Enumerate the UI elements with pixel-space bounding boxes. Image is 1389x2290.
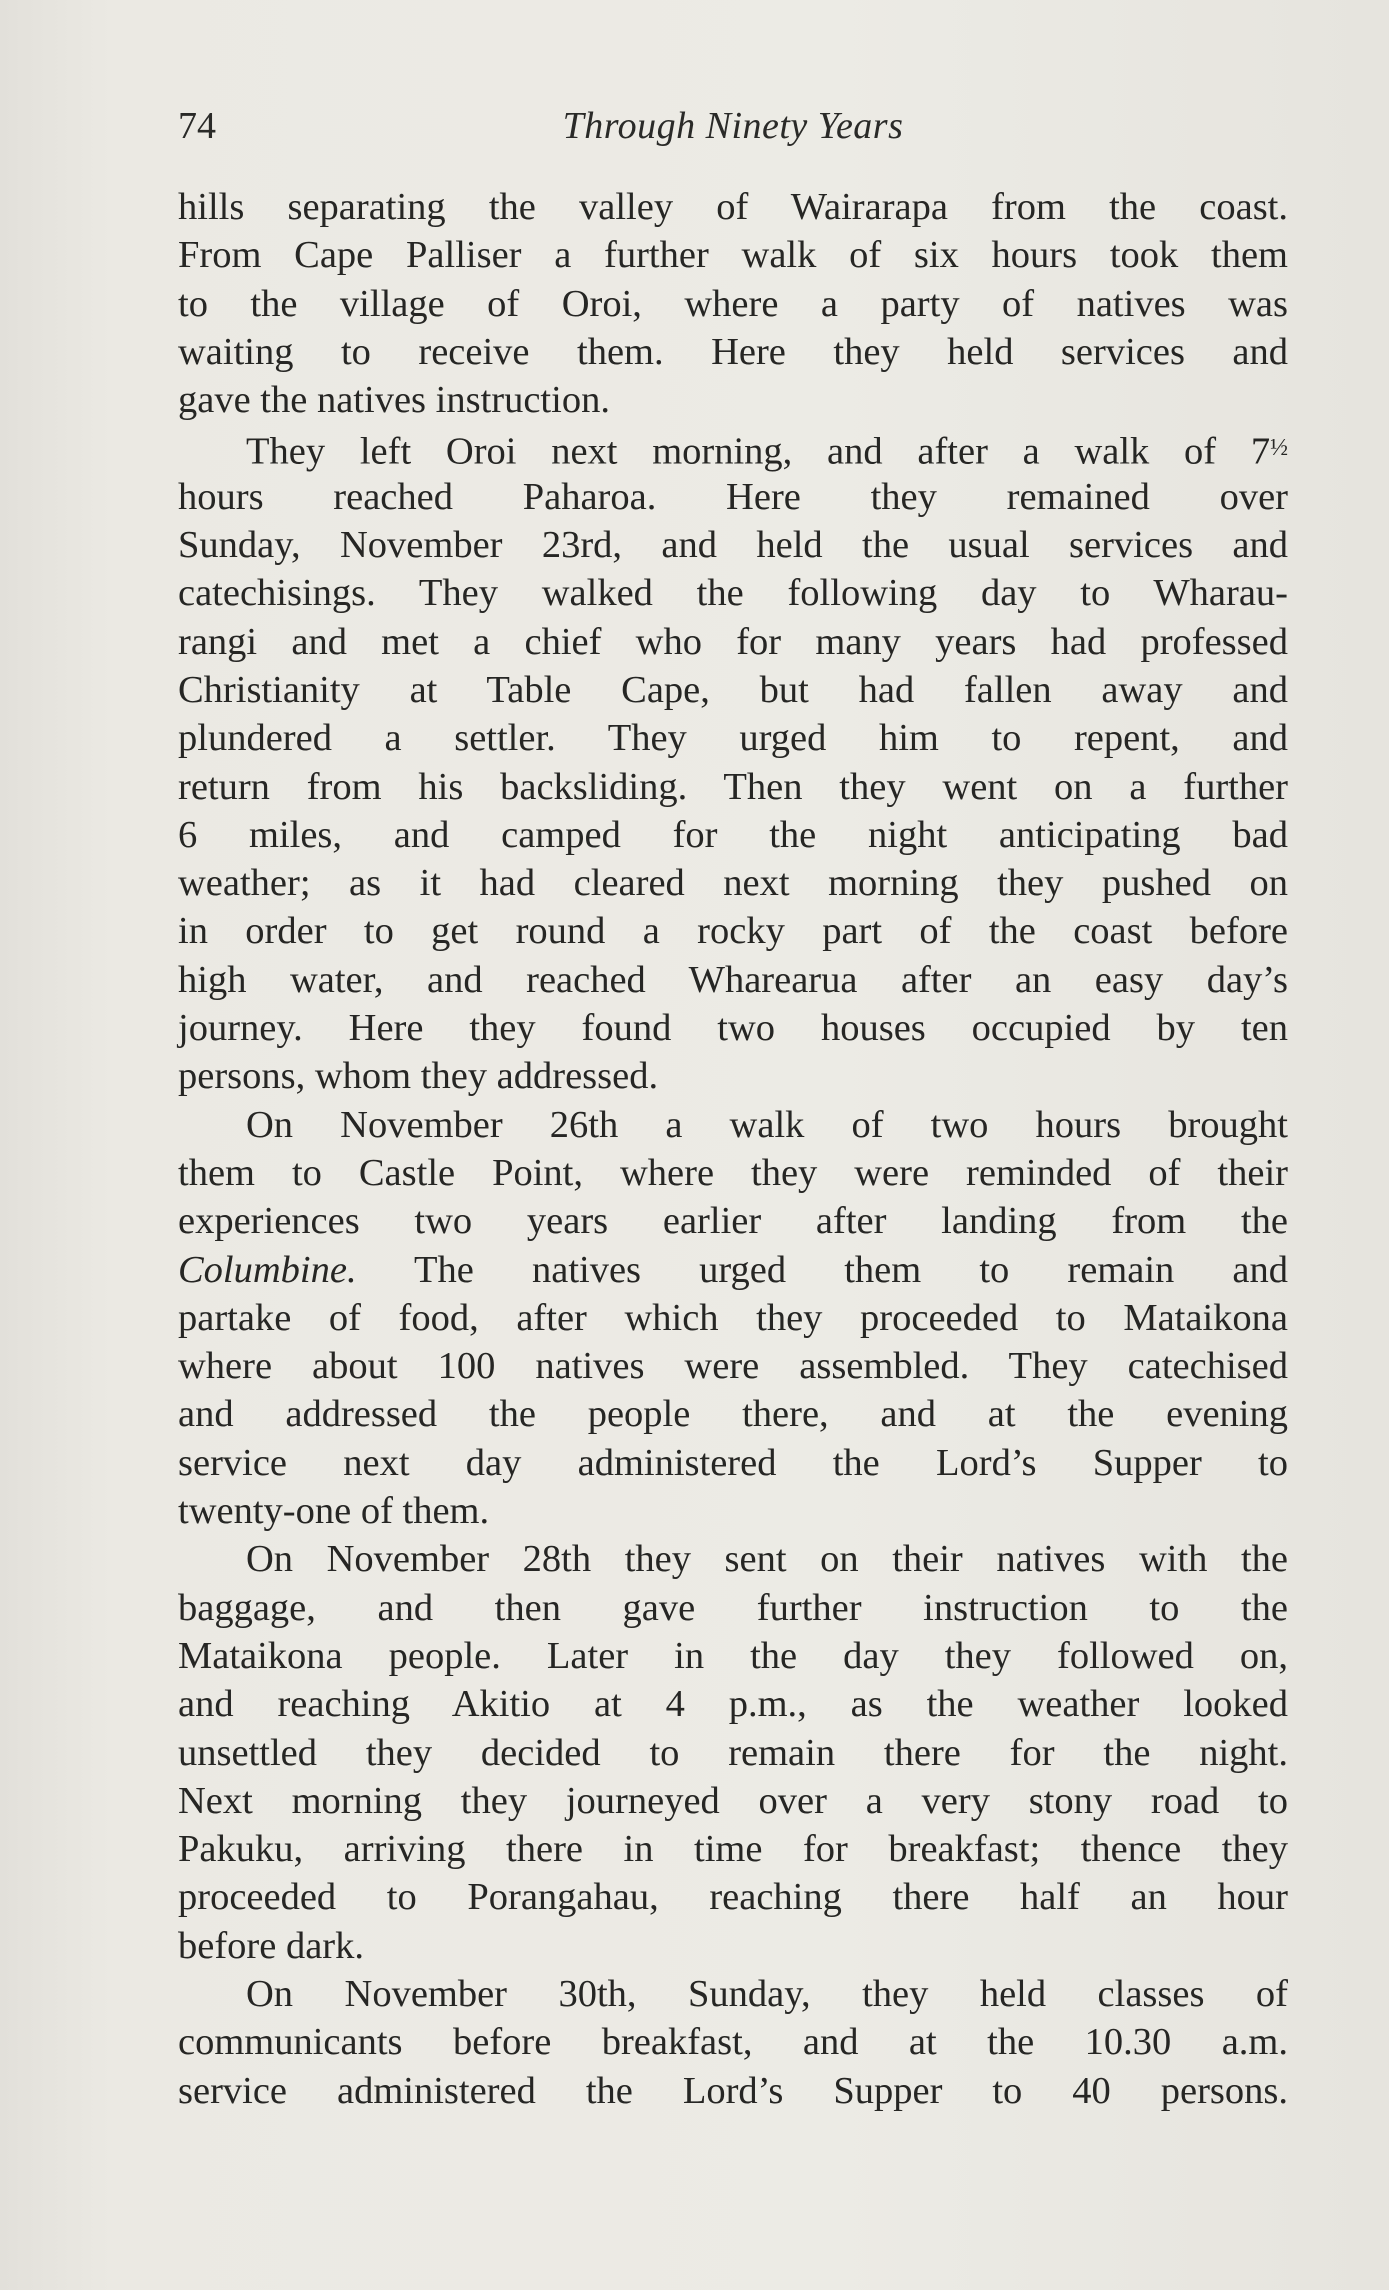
text-line: proceeded to Porangahau, reaching there half an hour xyxy=(178,1876,1288,1919)
text-line: twenty-one of them. xyxy=(178,1490,490,1533)
text-line: catechisings. They walked the following day to Wharau- xyxy=(178,572,1288,615)
text-line: On November 28th they sent on their natives with the xyxy=(246,1538,1288,1581)
text-line: journey. Here they found two houses occupied by ten xyxy=(178,1007,1288,1050)
text-line: to the village of Oroi, where a party of natives was xyxy=(178,282,1288,325)
text-line: and addressed the people there, and at the evening xyxy=(178,1393,1288,1436)
text-line: high water, and reached Wharearua after an easy day’s xyxy=(178,958,1288,1001)
text-line: communicants before breakfast, and at the 10.30 a.m. xyxy=(178,2021,1288,2064)
text-line: rangi and met a chief who for many years had professed xyxy=(178,620,1288,663)
text-line: before dark. xyxy=(178,1924,364,1967)
text-line: return from his backsliding. Then they went on a further xyxy=(178,765,1288,808)
text-line: From Cape Palliser a further walk of six hours took them xyxy=(178,234,1288,277)
text-line: baggage, and then gave further instruction to the xyxy=(178,1586,1288,1629)
text-line: 6 miles, and camped for the night anticipating bad xyxy=(178,813,1288,856)
text-line xyxy=(178,1246,1288,1294)
text-line: Pakuku, arriving there in time for breakfast; thence they xyxy=(178,1828,1288,1871)
text-fragment: The natives urged them to remain and xyxy=(414,1248,1288,1291)
text-line: where about 100 natives were assembled. They catechised xyxy=(178,1345,1288,1388)
text-line: On November 30th, Sunday, they held classes of xyxy=(246,1972,1288,2015)
text-line: partake of food, after which they proceeded to Mataikona xyxy=(178,1296,1288,1339)
text-line: waiting to receive them. Here they held services and xyxy=(178,330,1288,373)
text-line: Mataikona people. Later in the day they followed on, xyxy=(178,1634,1288,1677)
text-line: service next day administered the Lord’s Supper to xyxy=(178,1441,1288,1484)
text-line: On November 26th a walk of two hours brought xyxy=(246,1103,1288,1146)
fraction-half: ½ xyxy=(1270,435,1288,462)
text-line: them to Castle Point, where they were reminded of their xyxy=(178,1151,1288,1194)
text-line: gave the natives instruction. xyxy=(178,379,610,422)
text-line: in order to get round a rocky part of the coast before xyxy=(178,910,1288,953)
text-line: Sunday, November 23rd, and held the usual services and xyxy=(178,524,1288,567)
text-line: hills separating the valley of Wairarapa from the coast. xyxy=(178,186,1288,228)
text-line: Christianity at Table Cape, but had fallen away and xyxy=(178,668,1288,711)
text-line: plundered a settler. They urged him to repent, and xyxy=(178,717,1288,760)
text-line: and reaching Akitio at 4 p.m., as the weather looked xyxy=(178,1683,1288,1726)
text-line: hours reached Paharoa. Here they remained over xyxy=(178,475,1288,518)
text-line: Next morning they journeyed over a very stony road to xyxy=(178,1779,1288,1822)
text-line: unsettled they decided to remain there for the night. xyxy=(178,1731,1288,1774)
body-text xyxy=(178,183,1288,2115)
text-line: service administered the Lord’s Supper to 40 persons. xyxy=(178,2069,1288,2112)
page-number: 74 xyxy=(178,105,216,147)
text-line xyxy=(178,424,1288,472)
page-header xyxy=(178,100,1288,160)
text-line: weather; as it had cleared next morning they pushed on xyxy=(178,862,1288,905)
text-fragment: They left Oroi next morning, and after a walk of 7 xyxy=(246,430,1271,473)
running-head: Through Ninety Years xyxy=(562,105,904,147)
text-line: persons, whom they addressed. xyxy=(178,1055,659,1098)
ship-name: Columbine. xyxy=(178,1248,357,1291)
text-line: experiences two years earlier after landing from the xyxy=(178,1200,1288,1243)
